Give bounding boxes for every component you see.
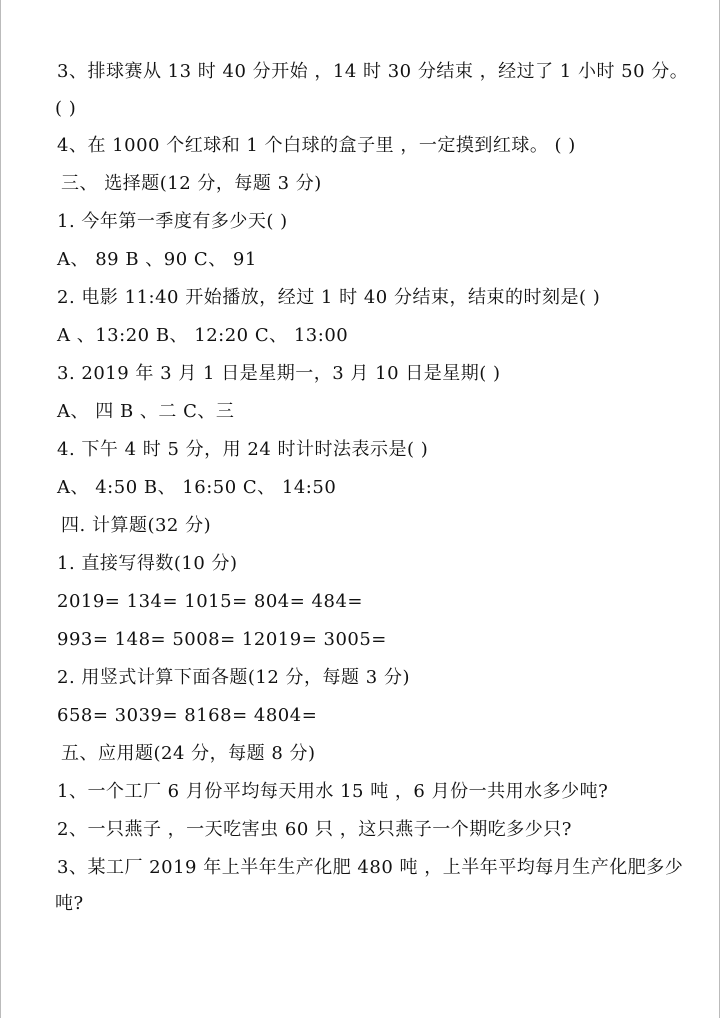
- question-3-volleyball: 3、排球赛从 13 时 40 分开始 ，14 时 30 分结束 ，经过了 1 小时 50 分。: [57, 61, 689, 82]
- calc-row-1: 2019= 134= 1015= 804= 484=: [57, 591, 363, 612]
- word-problem-1: 1、一个工厂 6 月份平均每天用水 15 吨 ，6 月份一共用水多少吨?: [57, 781, 609, 802]
- word-problem-2: 2、一只燕子 ，一天吃害虫 60 只 ，这只燕子一个期吃多少只?: [57, 819, 572, 840]
- choice-question-4: 4. 下午 4 时 5 分，用 24 时计时法表示是( ): [57, 439, 429, 460]
- answer-brackets-q3: ( ): [55, 98, 77, 119]
- word-problem-3-continued: 吨?: [55, 893, 84, 914]
- calc-part-1-heading: 1. 直接写得数(10 分): [57, 553, 238, 574]
- choice-options-2: A 、13:20 B、 12:20 C、 13:00: [57, 325, 349, 346]
- choice-question-2: 2. 电影 11:40 开始播放，经过 1 时 40 分结束，结束的时刻是( ): [57, 287, 601, 308]
- question-4-red-balls: 4、在 1000 个红球和 1 个白球的盒子里 ，一定摸到红球。 ( ): [57, 135, 576, 156]
- choice-options-1: A、 89 B 、90 C、 91: [57, 249, 257, 270]
- calc-part-2-heading: 2. 用竖式计算下面各题(12 分，每题 3 分): [57, 667, 410, 688]
- calc-row-3: 658= 3039= 8168= 4804=: [57, 705, 318, 726]
- choice-question-1: 1. 今年第一季度有多少天( ): [57, 211, 288, 232]
- choice-question-3: 3. 2019 年 3 月 1 日是星期一，3 月 10 日是星期( ): [57, 363, 501, 384]
- section-5-heading: 五、应用题(24 分，每题 8 分): [61, 743, 316, 764]
- choice-options-4: A、 4:50 B、 16:50 C、 14:50: [57, 477, 337, 498]
- word-problem-3: 3、某工厂 2019 年上半年生产化肥 480 吨 ，上半年平均每月生产化肥多少: [57, 857, 684, 878]
- choice-options-3: A、 四 B 、二 C、三: [57, 401, 235, 422]
- section-4-heading: 四. 计算题(32 分): [61, 515, 212, 536]
- section-3-heading: 三、 选择题(12 分，每题 3 分): [61, 173, 322, 194]
- calc-row-2: 993= 148= 5008= 12019= 3005=: [57, 629, 387, 650]
